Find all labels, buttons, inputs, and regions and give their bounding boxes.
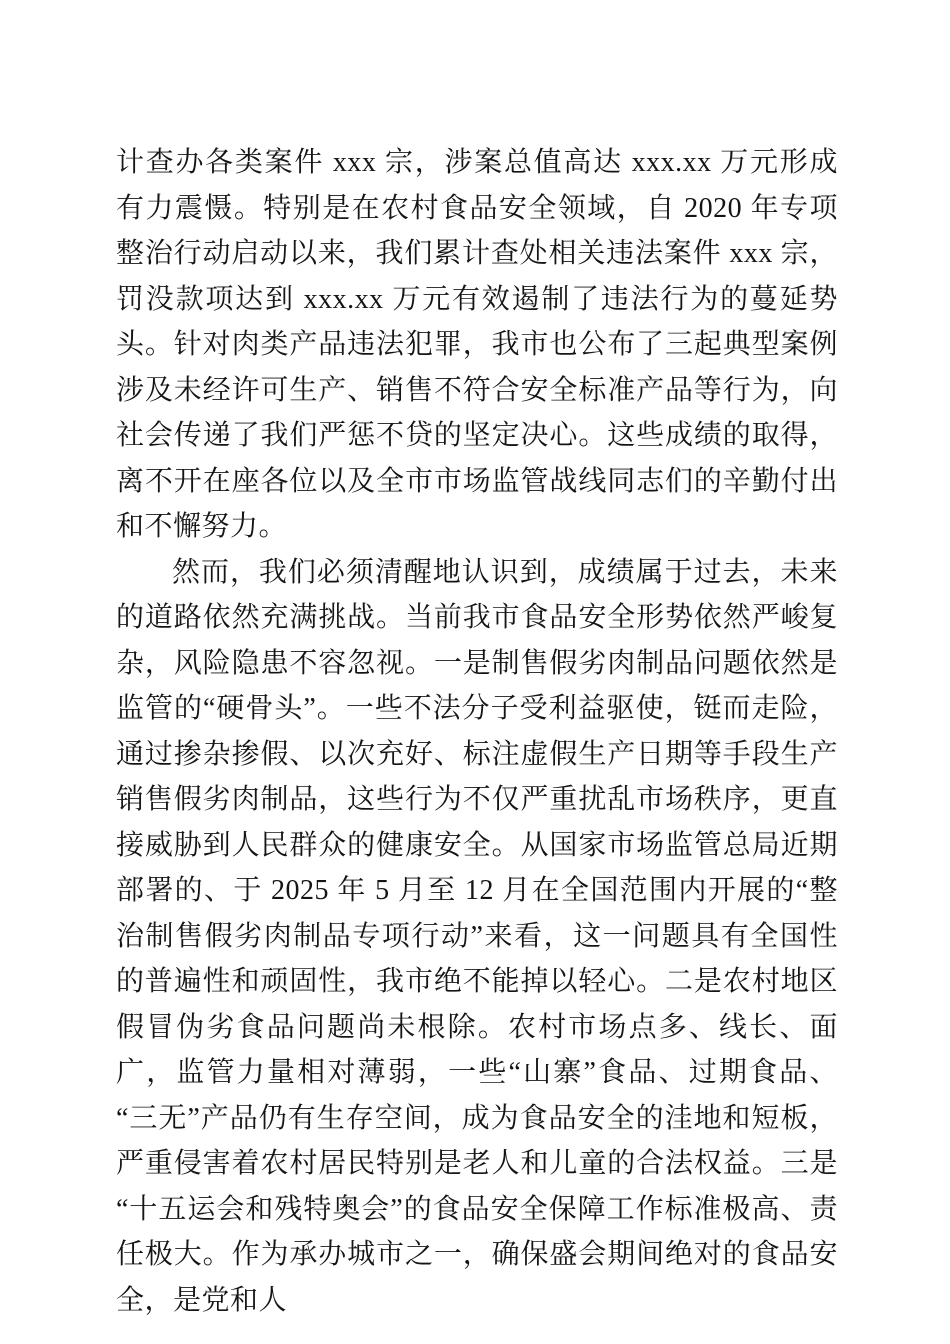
body-paragraph-continued: 计查办各类案件 xxx 宗，涉案总值高达 xxx.xx 万元形成有力震慑。特别是在农村食品安全领域，自 2020 年专项整治行动启动以来，我们累计查处相关违法案件 xxx 宗，罚没款项达到 xxx.xx 万元有效遏制了违法行为的蔓延势头。针对肉类产品违法犯罪，我市也公布了三起典型案例涉及未经许可生产、销售不符合安全标准产品等行为，向社会传递了我们严惩不贷的坚定决心。这些成绩的取得，离不开在座各位以及全市市场监管战线同志们的辛勤付出和不懈努力。 bbox=[116, 147, 838, 542]
body-paragraph: 然而，我们必须清醒地认识到，成绩属于过去，未来的道路依然充满挑战。当前我市食品安全形势依然严峻复杂，风险隐患不容忽视。一是制售假劣肉制品问题依然是监管的“硬骨头”。一些不法分子受利益驱使，铤而走险，通过掺杂掺假、以次充好、标注虚假生产日期等手段生产销售假劣肉制品，这些行为不仅严重扰乱市场秩序，更直接威胁到人民群众的健康安全。从国家市场监管总局近期部署的、于 2025 年 5 月至 12 月在全国范围内开展的“整治制售假劣肉制品专项行动”来看，这一问题具有全国性的普遍性和顽固性，我市绝不能掉以轻心。二是农村地区假冒伪劣食品问题尚未根除。农村市场点多、线长、面广，监管力量相对薄弱，一些“山寨”食品、过期食品、“三无”产品仍有生存空间，成为食品安全的洼地和短板，严重侵害着农村居民特别是老人和儿童的合法权益。三是“十五运会和残特奥会”的食品安全保障工作标准极高、责任极大。作为承办城市之一，确保盛会期间绝对的食品安全，是党和人 bbox=[116, 556, 838, 1316]
